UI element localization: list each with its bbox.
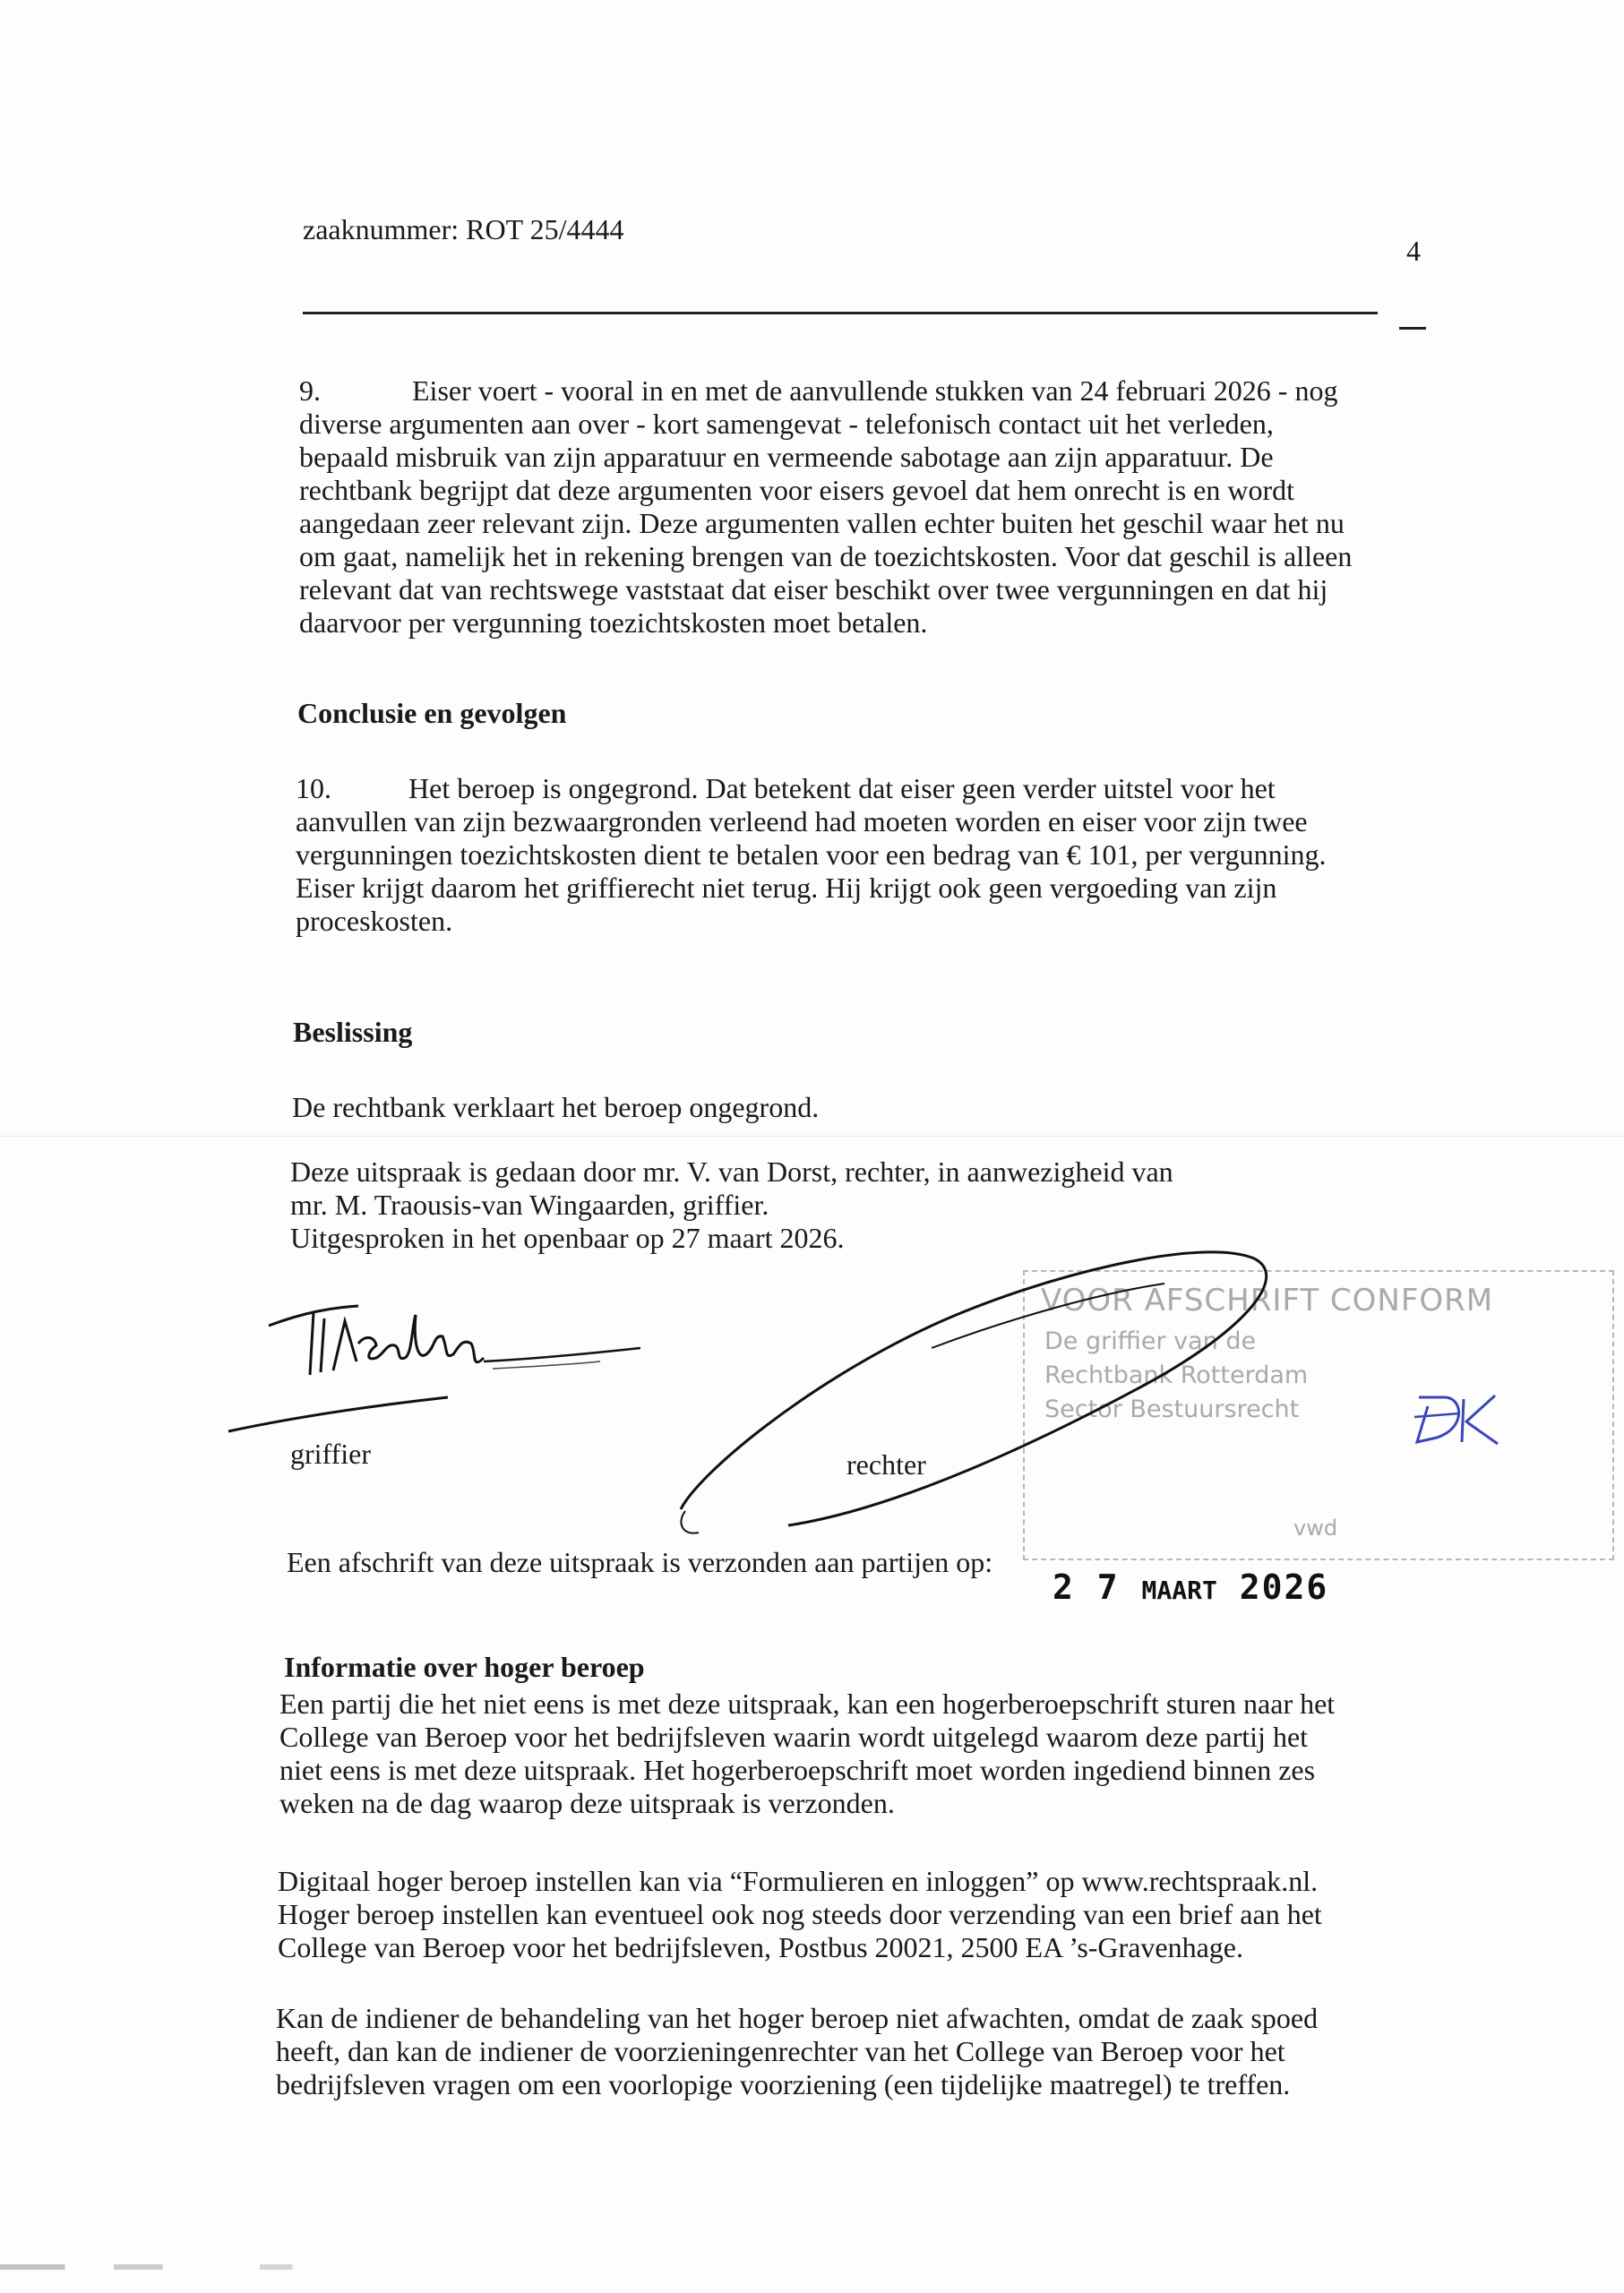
appeal-p1-line-4: weken na de dag waarop deze uitspraak is verzonden. <box>279 1787 895 1819</box>
conclusion-heading: Conclusie en gevolgen <box>297 697 567 729</box>
decision-heading: Beslissing <box>293 1016 413 1048</box>
paragraph-9-line-7: relevant dat van rechtswege vaststaat dat eiser beschikt over twee vergunningen en dat hij <box>299 573 1328 605</box>
paragraph-9-line-6: om gaat, namelijk het in rekening brengen van de toezichtskosten. Voor dat geschil is alleen <box>299 540 1353 572</box>
appeal-info-heading: Informatie over hoger beroep <box>284 1651 645 1683</box>
made-by-line-1: Deze uitspraak is gedaan door mr. V. van Dorst, rechter, in aanwezigheid van <box>290 1155 1173 1188</box>
appeal-p3-line-2: heeft, dan kan de indiener de voorzieningenrechter van het College van Beroep voor het <box>276 2035 1285 2067</box>
date-stamp-year: 2026 <box>1239 1567 1329 1607</box>
stamp-line-2: De griffier van de <box>1044 1327 1257 1355</box>
stamp-line-4: Sector Bestuursrecht <box>1044 1396 1300 1423</box>
paragraph-9-line-1: 9. Eiser voert - vooral in en met de aanvullende stukken van 24 februari 2026 - nog <box>299 374 1338 407</box>
paragraph-10-line-5: proceskosten. <box>296 905 453 937</box>
paragraph-9-line-4: rechtbank begrijpt dat deze argumenten voor eisers gevoel dat hem onrecht is en wordt <box>299 474 1295 506</box>
paragraph-9-line-3: bepaald misbruik van zijn apparatuur en vermeende sabotage aan zijn apparatuur. De <box>299 441 1274 473</box>
paragraph-9-number: 9. <box>299 374 321 407</box>
stamp-line-1: VOOR AFSCHRIFT CONFORM <box>1041 1283 1494 1318</box>
paragraph-10-number: 10. <box>296 772 331 804</box>
appeal-info-paragraph-1 <box>279 1688 1335 1820</box>
judge-label: rechter <box>846 1448 926 1481</box>
paragraph-9-line-8: daarvoor per vergunning toezichtskosten moet betalen. <box>299 606 928 639</box>
appeal-p1-line-3: niet eens is met deze uitspraak. Het hogerberoepschrift moet worden ingediend binnen zes <box>279 1754 1316 1786</box>
made-by-line-3: Uitgesproken in het openbaar op 27 maart 2026. <box>290 1222 845 1254</box>
appeal-p1-line-1: Een partij die het niet eens is met deze uitspraak, kan een hogerberoepschrift sturen naar het <box>279 1688 1336 1720</box>
decision-text: De rechtbank verklaart het beroep ongegrond. <box>292 1091 820 1123</box>
appeal-p2-line-2: Hoger beroep instellen kan eventueel ook nog steeds door verzending van een brief aan het <box>278 1898 1322 1930</box>
paragraph-9-line-2: diverse argumenten aan over - kort samengevat - telefonisch contact uit het verleden, <box>299 408 1274 440</box>
date-stamp <box>1053 1567 1328 1607</box>
paragraph-10-line-2: aanvullen van zijn bezwaargronden verleend had moeten worden en eiser voor zijn twee <box>296 805 1308 837</box>
header-rule <box>303 312 1378 314</box>
appeal-p3-line-1: Kan de indiener de behandeling van het hoger beroep niet afwachten, omdat de zaak spoed <box>276 2002 1319 2034</box>
paragraph-9 <box>299 374 1352 640</box>
paragraph-9-line-5: aangedaan zeer relevant zijn. Deze argumenten vallen echter buiten het geschil waar het nu <box>299 507 1345 539</box>
clerk-label: griffier <box>290 1438 372 1470</box>
paragraph-10-line-3: vergunningen toezichtskosten dient te betalen voor een bedrag van € 101, per vergunning. <box>296 838 1327 871</box>
stamp-initials: vwd <box>1293 1516 1338 1541</box>
appeal-info-paragraph-3 <box>276 2002 1318 2101</box>
sent-to-parties: Een afschrift van deze uitspraak is verzonden aan partijen op: <box>287 1546 993 1578</box>
appeal-info-paragraph-2 <box>278 1865 1322 1964</box>
paragraph-10 <box>296 772 1326 938</box>
appeal-p3-line-3: bedrijfsleven vragen om een voorlopige voorziening (een tijdelijke maatregel) te treffen. <box>276 2068 1291 2100</box>
paragraph-10-line-1: 10. Het beroep is ongegrond. Dat betekent dat eiser geen verder uitstel voor het <box>296 772 1276 804</box>
scan-edge-artifact <box>0 2264 1624 2270</box>
appeal-p1-line-2: College van Beroep voor het bedrijfsleven waarin wordt uitgelegd waarom deze partij het <box>279 1721 1309 1753</box>
date-stamp-month: MAART <box>1141 1576 1217 1605</box>
paraph-mark <box>1410 1388 1508 1451</box>
scan-fold-line <box>0 1136 1624 1137</box>
made-by-line-2: mr. M. Traousis-van Wingaarden, griffier. <box>290 1189 769 1221</box>
date-stamp-day: 2 7 <box>1053 1567 1120 1607</box>
clerk-signature <box>224 1272 654 1433</box>
stamp-line-3: Rechtbank Rotterdam <box>1044 1361 1309 1389</box>
paragraph-10-line-4: Eiser krijgt daarom het griffierecht niet terug. Hij krijgt ook geen vergoeding van zijn <box>296 872 1277 904</box>
appeal-p2-line-3: College van Beroep voor het bedrijfsleven, Postbus 20021, 2500 EA ’s-Gravenhage. <box>278 1931 1243 1963</box>
page-number: 4 <box>1406 235 1421 267</box>
judge-signature <box>663 1241 1290 1536</box>
appeal-p2-line-1: Digitaal hoger beroep instellen kan via “Formulieren en inloggen” op www.rechtspraak.nl. <box>278 1865 1319 1897</box>
header-rule-end <box>1399 327 1426 330</box>
case-number: zaaknummer: ROT 25/4444 <box>303 213 624 245</box>
